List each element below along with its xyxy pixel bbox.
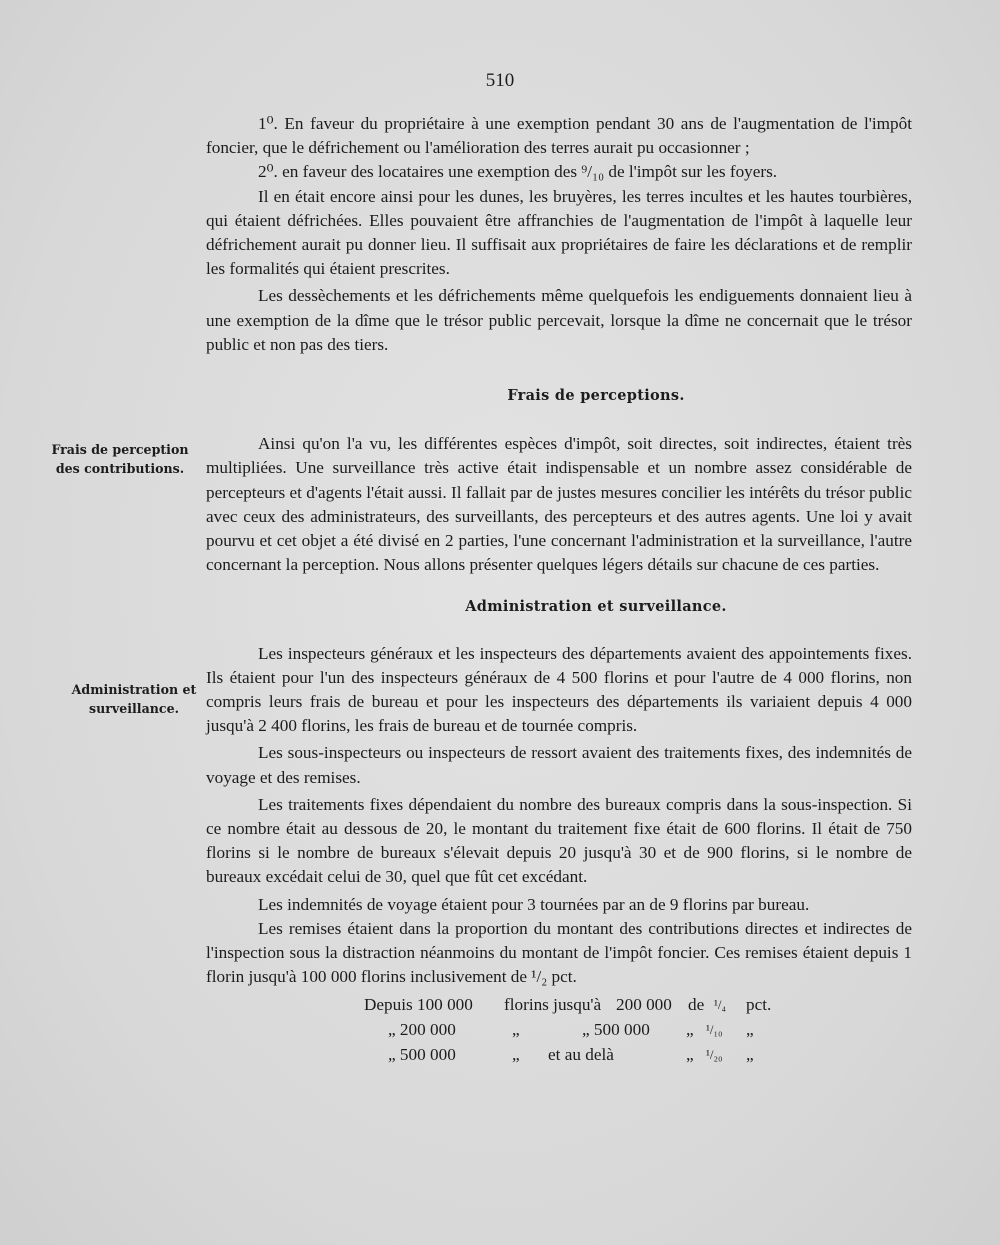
paragraph: Ainsi qu'on l'a vu, les différentes espèces d'impôt, soit directes, soit indirectes, étaient très multipliées. Une surveillance très active était indispensable et un nombre assez considérable de percepteurs et d'agents l'était aussi. Il fallait par de justes mesures concilier les intérêts du trésor public avec ceux des administrateurs, des surveillants, des percepteurs et des autres agents. Une loi y avait pourvu et cet objet a été divisé en 2 parties, l'une concernant l'administration et la surveillance, l'autre concernant la perception. Nous allons présenter quelques légers détails sur chacune de ces parties. [206,434,912,575]
paragraph: Les remises étaient dans la proportion du montant des contributions directes et indirectes de l'inspection sous la distraction néanmoins du montant de l'impôt foncier. Ces remises étaient depuis 1 florin jusqu'à 100 000 florins inclusivement de ¹/₂ pct. [206,918,912,987]
rate-de: „ [686,1019,694,1039]
page-number: 510 [485,70,515,91]
rate-unit: pct. [746,994,772,1014]
paragraph: Les inspecteurs généraux et les inspecteurs des départements avaient des appointements fixes. Ils étaient pour l'un des inspecteurs généraux de 4 500 florins et pour l'autre de 4 000 florins, non compris leurs frais de bureau et pour les inspecteurs des départements ils variaient depuis 4 000 jusqu'à 2 400 florins, les frais de bureau et de tournée compris. [206,643,912,736]
rate-row [206,992,912,1017]
paragraph: Les sous-inspecteurs ou inspecteurs de ressort avaient des traitements fixes, des indemnités de voyage et des remises. [206,743,912,787]
rate-to: 200 000 [616,994,672,1014]
paragraph: Il en était encore ainsi pour les dunes, les bruyères, les terres incultes et les hautes tourbières, qui étaient défrichées. Elles pouvaient être affranchies de l'augmentation de l'impôt à laquelle leur défrichement aurait pu donner lieu. Il suffisait aux propriétaires de faire les déclarations et de remplir les formalités qui étaient prescrites. [206,186,912,279]
section-heading-administration: Administration et surveillance. [465,598,727,616]
rate-to: „ 500 000 [582,1019,650,1039]
paragraph: Les traitements fixes dépendaient du nombre des bureaux compris dans la sous-inspection. Si ce nombre était au dessous de 20, le montant du traitement fixe était de 600 florins. Il était de 750 florins si le nombre de bureaux s'élevait depuis 20 jusqu'à 30 et de 900 florins, si le nombre de bureaux excédait celui de 30, quel que fût cet excédant. [206,794,912,887]
rate-word: florins jusqu'à [504,994,602,1014]
rate-to: et au delà [548,1044,614,1064]
paragraph: 1⁰. En faveur du propriétaire à une exemption pendant 30 ans de l'augmentation de l'impôt foncier, que le défrichement ou l'amélioration des terres aurait pu occasionner ; [206,114,912,158]
rate-unit: „ [746,1019,754,1039]
rate-de: de [688,994,705,1014]
paragraph: Les dessèchements et les défrichements même quelquefois les endiguements donnaient lieu à une exemption de la dîme que le trésor public percevait, lorsque la dîme ne concernait que le trésor public et non pas des tiers. [206,286,912,354]
rate-value: ¹/₁₀ [706,1021,723,1037]
section-heading-frais: Frais de perceptions. [507,387,685,405]
rate-unit: „ [746,1044,754,1064]
rate-de: „ [686,1044,694,1064]
rate-word: „ [512,1044,520,1064]
rate-table [206,992,912,1067]
rate-word: „ [512,1019,520,1039]
rate-value: ¹/₄ [714,996,727,1012]
margin-note-frais: Frais de perception des contributions. [51,442,189,476]
rate-from: „ 200 000 [388,1019,456,1039]
rate-row [206,1042,912,1067]
margin-note-administration: Administration et surveillance. [71,682,197,716]
rate-value: ¹/₂₀ [706,1046,723,1062]
rate-row [206,1017,912,1042]
paragraph: 2⁰. en faveur des locataires une exemption des ⁹/₁₀ de l'impôt sur les foyers. [258,162,778,182]
rate-from: Depuis 100 000 [364,994,473,1014]
paragraph: Les indemnités de voyage étaient pour 3 tournées par an de 9 florins par bureau. [258,894,810,914]
body-text [206,112,912,1067]
rate-from: „ 500 000 [388,1044,456,1064]
